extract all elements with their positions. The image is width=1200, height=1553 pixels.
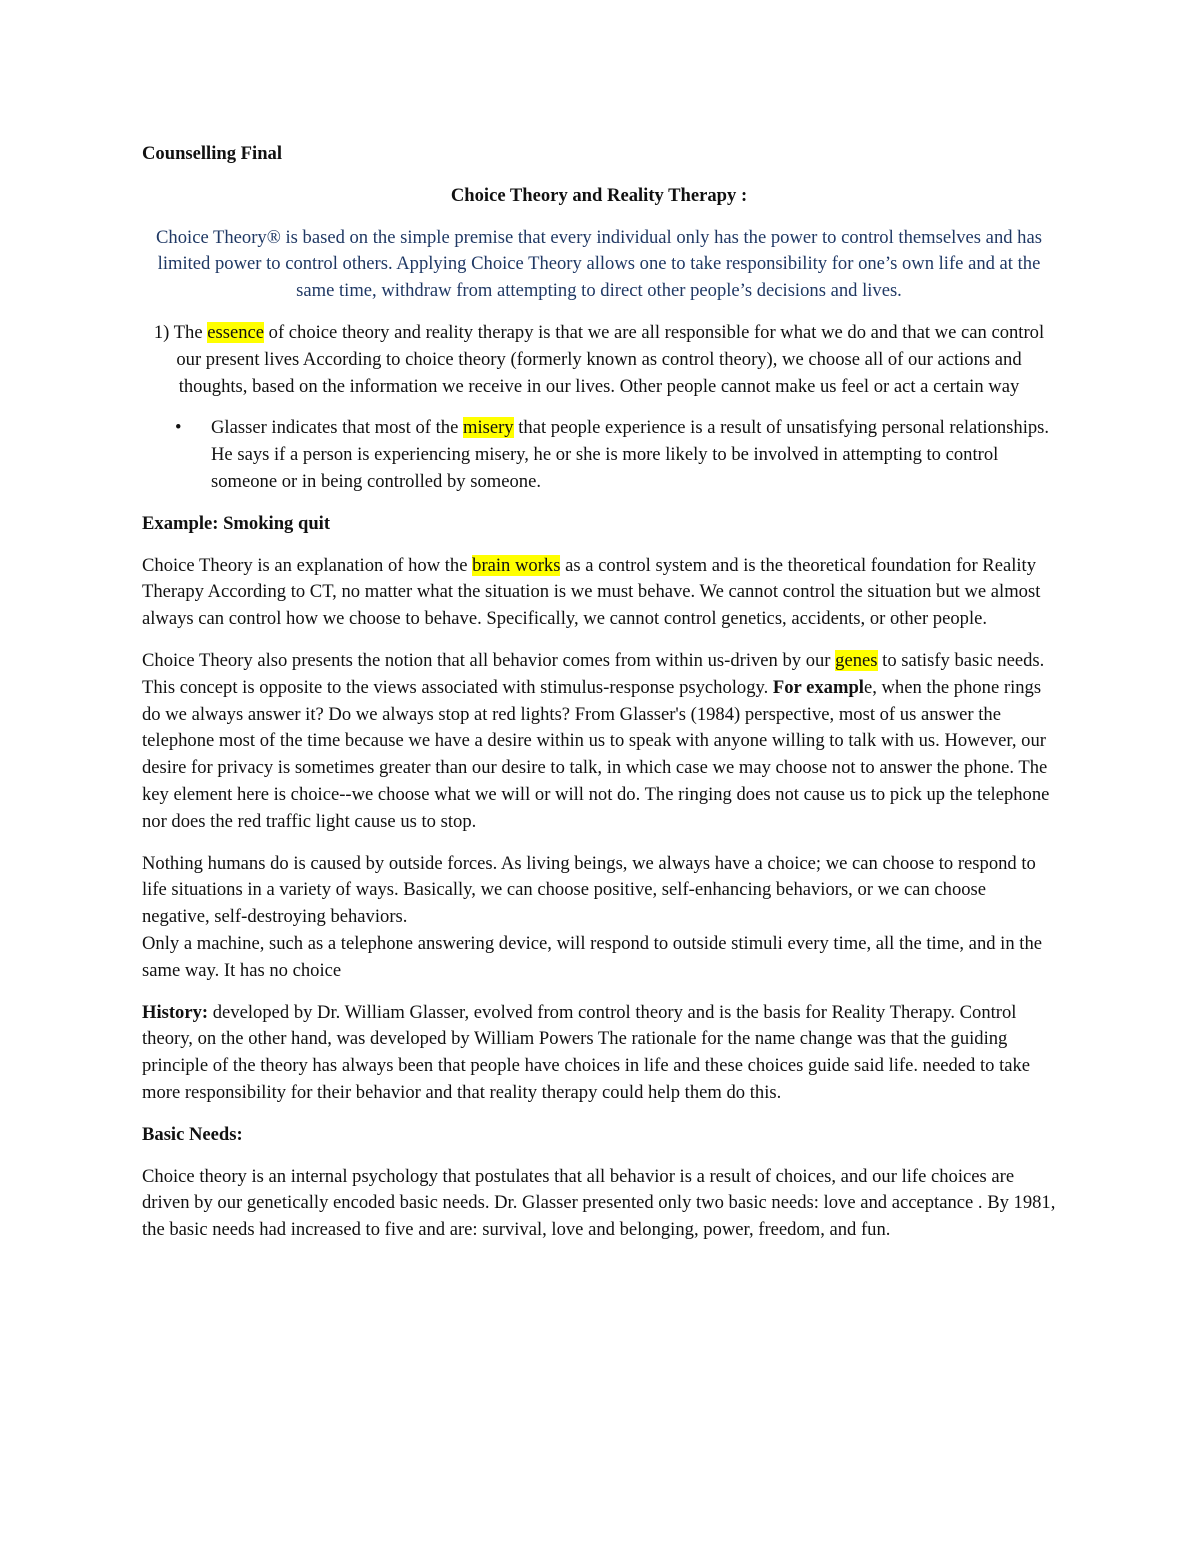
outside-forces-paragraph [142,851,1056,985]
point-one-paragraph [142,320,1056,400]
ct2-bold-for-example: For exampl [772,676,864,698]
ct1-text-b: as a control system and is the theoretical foundation for Reality Therapy According to CT, no matter what the situation is we must behave. We cannot control the situation but we almost always can control how we choose to behave. Specifically, we cannot control genetics, accidents, or other people. [142,554,1041,630]
history-text: developed by Dr. William Glasser, evolved from control theory and is the basis for Reality Therapy. Control theory, on the other hand, was developed by William Powers The rationale for the name change was that the guiding principle of the theory has always been that people have choices in life and these choices guide said life. needed to take more responsibility for their behavior and that reality therapy could help them do this. [142,1001,1031,1103]
example-heading: Example: Smoking quit [142,512,331,534]
ct1-text-a: Choice Theory is an explanation of how the [142,554,473,576]
basic-needs-heading: Basic Needs: [142,1123,243,1145]
highlight-genes: genes [835,649,878,671]
point-one-text-a: 1) The [153,321,208,343]
highlight-essence: essence [207,321,264,343]
point-one-text-b: of choice theory and reality therapy is that we are all responsible for what we do and that we can control our present lives According to choice theory (formerly known as control theory), we choose all of our actions and thoughts, based on the information we receive in our lives. Other people cannot make us feel or act a certain way [176,321,1045,397]
intro-paragraph: Choice Theory® is based on the simple premise that every individual only has the power to control themselves and has limited power to control others. Applying Choice Theory allows one to take responsibility for one’s own life and at the same time, withdraw from attempting to direct other people’s decisions and lives. [156,226,1042,302]
ct2-text-b: to satisfy basic needs. This concept is opposite to the views associated with stimulus-response psychology. [142,649,1045,698]
bullet-text-a: Glasser indicates that most of the [211,417,463,439]
bullet-list-item [142,415,1056,495]
document-title: Counselling Final [142,143,283,164]
choice-theory-paragraph-1 [142,553,1056,633]
outside-forces-line-2: Only a machine, such as a telephone answering device, will respond to outside stimuli every time, all the time, and in the same way. It has no choice [142,932,1043,981]
basic-needs-paragraph: Choice theory is an internal psychology that postulates that all behavior is a result of choices, and our life choices are driven by our genetically encoded basic needs. Dr. Glasser presented only two basic needs: love and acceptance . By 1981, the basic needs had increased to five and are: survival, love and belonging, power, freedom, and fun. [142,1165,1056,1241]
bullet-icon: • [175,417,182,439]
outside-forces-line-1: Nothing humans do is caused by outside forces. As living beings, we always have a choice; we can choose to respond to life situations in a variety of ways. Basically, we can choose positive, self-enhancing behaviors, or we can choose negative, self-destroying behaviors. [142,852,1036,928]
ct2-text-a: Choice Theory also presents the notion that all behavior comes from within us-driven by our [142,649,836,671]
ct2-text-c: e, when the phone rings do we always answer it? Do we always stop at red lights? From Glasser's (1984) perspective, most of us answer the telephone most of the time because we have a desire within us to speak with anyone willing to talk with us. However, our desire for privacy is sometimes greater than our desire to talk, in which case we may choose not to answer the phone. The key element here is choice--we choose what we will or will not do. The ringing does not cause us to pick up the telephone nor does the red traffic light cause us to stop. [142,676,1050,832]
document-body [142,141,1056,1259]
section-heading: Choice Theory and Reality Therapy : [450,184,748,206]
history-label: History: [142,1001,209,1023]
highlight-misery: misery [463,417,514,439]
history-paragraph [142,1000,1056,1107]
highlight-brain-works: brain works [472,554,561,576]
choice-theory-paragraph-2 [142,648,1056,836]
bullet-text-b: that people experience is a result of unsatisfying personal relationships. He says if a person is experiencing misery, he or she is more likely to be involved in attempting to control someone or in being controlled by someone. [211,417,1050,492]
